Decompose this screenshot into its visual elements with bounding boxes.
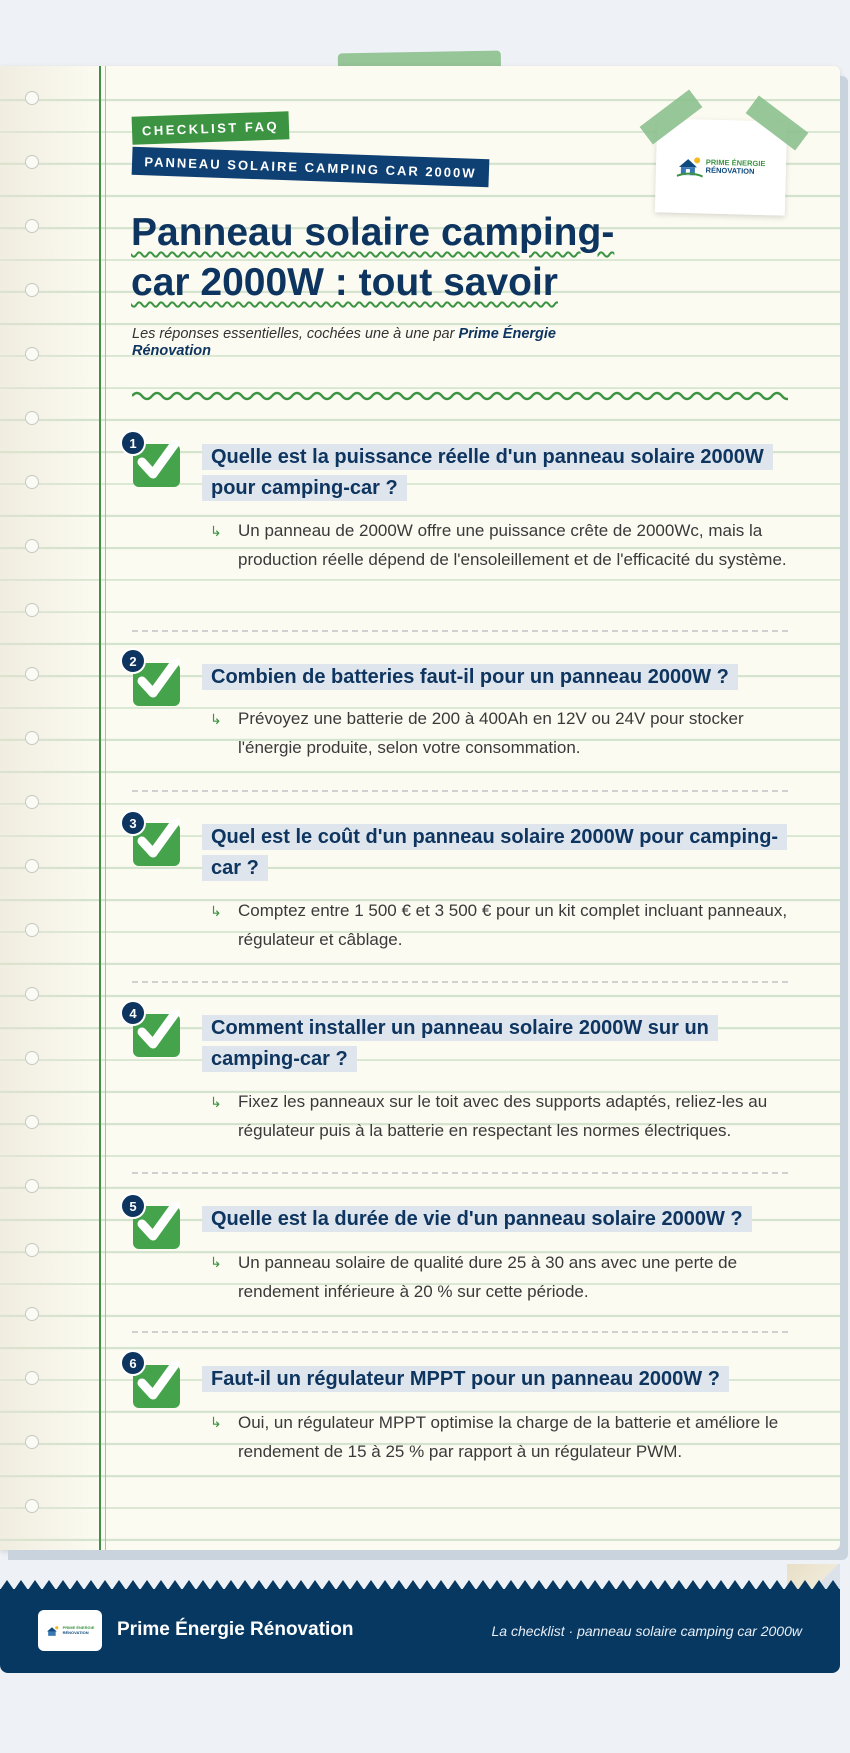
footer-tagline: La checklist · panneau solaire camping car 2000w [491, 1623, 802, 1639]
arrow-icon: ↳ [210, 903, 222, 919]
binder-hole [25, 859, 39, 873]
binder-hole [25, 667, 39, 681]
item-number: 3 [120, 810, 146, 836]
item-number: 4 [120, 1000, 146, 1026]
binder-hole [25, 155, 39, 169]
item-number: 6 [120, 1350, 146, 1376]
wavy-divider [132, 388, 788, 404]
binder-hole [25, 219, 39, 233]
binder-hole [25, 347, 39, 361]
binder-hole [25, 1371, 39, 1385]
faq-answer: Un panneau solaire de qualité dure 25 à 30 ans avec une perte de rendement inférieure à 20 % sur cette période. [238, 1253, 738, 1301]
faq-question [202, 1364, 802, 1395]
dashed-separator [132, 1172, 788, 1174]
faq-question [202, 662, 802, 693]
arrow-icon: ↳ [210, 523, 222, 539]
binder-hole [25, 731, 39, 745]
title-line2: car 2000W : tout savoir [131, 261, 558, 304]
faq-answer: Oui, un régulateur MPPT optimise la charge de la batterie et améliore le rendement de 15 à 25 % par rapport à un régulateur PWM. [238, 1413, 779, 1461]
arrow-icon: ↳ [210, 711, 222, 727]
binder-hole [25, 91, 39, 105]
binder-hole [25, 603, 39, 617]
page-title [131, 208, 631, 308]
faq-answer: Fixez les panneaux sur le toit avec des supports adaptés, reliez-les au régulateur puis à la batterie en respectant les normes électriques. [238, 1092, 768, 1140]
logo-card [655, 118, 787, 215]
arrow-icon: ↳ [210, 1094, 222, 1110]
footer-logo-line1: PRIME ÉNERGIE [62, 1625, 95, 1630]
binder-hole [25, 1307, 39, 1321]
question-text: Quelle est la durée de vie d'un panneau solaire 2000W ? [202, 1206, 752, 1232]
footer-logo-line2: RÉNOVATION [62, 1629, 89, 1635]
footer-brand: Prime Énergie Rénovation [117, 1619, 354, 1640]
binder-hole [25, 1179, 39, 1193]
question-text: Quelle est la puissance réelle d'un panneau solaire 2000W pour camping-car ? [202, 444, 773, 501]
logo-line1: PRIME ÉNERGIE [705, 157, 766, 169]
subtitle-brand: Prime Énergie Rénovation [132, 326, 556, 359]
checklist-tag: CHECKLIST FAQ [132, 111, 290, 144]
question-text: Faut-il un régulateur MPPT pour un panneau 2000W ? [202, 1366, 729, 1392]
brand-logo [676, 155, 765, 179]
item-number: 5 [120, 1193, 146, 1219]
house-solar-icon [676, 155, 703, 178]
binder-hole [25, 1499, 39, 1513]
faq-answer: Prévoyez une batterie de 200 à 400Ah en 12V ou 24V pour stocker l'énergie produite, selon votre consommation. [238, 709, 744, 757]
binder-hole [25, 987, 39, 1001]
binder-hole [25, 1051, 39, 1065]
binder-hole [25, 283, 39, 297]
item-number: 1 [120, 430, 146, 456]
faq-answer: Un panneau de 2000W offre une puissance crête de 2000Wc, mais la production réelle dépend de l'ensoleillement et de l'efficacité du système. [238, 521, 787, 569]
question-text: Comment installer un panneau solaire 2000W sur un camping-car ? [202, 1015, 718, 1072]
binder-hole [25, 1115, 39, 1129]
arrow-icon: ↳ [210, 1414, 222, 1430]
binder-hole [25, 923, 39, 937]
faq-question [202, 822, 802, 884]
title-line1: Panneau solaire camping- [131, 211, 615, 254]
binder-hole [25, 795, 39, 809]
question-text: Quel est le coût d'un panneau solaire 2000W pour camping-car ? [202, 824, 787, 881]
subtitle [132, 326, 612, 360]
dashed-separator [132, 630, 788, 632]
footer [0, 1589, 840, 1673]
question-text: Combien de batteries faut-il pour un panneau 2000W ? [202, 664, 738, 690]
house-solar-icon [46, 1625, 60, 1637]
margin-line-inner [105, 66, 106, 1550]
binder-hole [25, 475, 39, 489]
binder-hole [25, 1243, 39, 1257]
item-number: 2 [120, 648, 146, 674]
logo-line2: RÉNOVATION [705, 165, 755, 176]
faq-answer: Comptez entre 1 500 € et 3 500 € pour un kit complet incluant panneaux, régulateur et câblage. [238, 901, 788, 949]
footer-logo [38, 1610, 102, 1651]
dashed-separator [132, 981, 788, 983]
dashed-separator [132, 1331, 788, 1333]
margin-line [99, 66, 101, 1550]
binder-hole [25, 539, 39, 553]
faq-question [202, 1013, 802, 1075]
binder-hole [25, 411, 39, 425]
dashed-separator [132, 790, 788, 792]
topic-tag: PANNEAU SOLAIRE CAMPING CAR 2000W [132, 147, 490, 187]
arrow-icon: ↳ [210, 1254, 222, 1270]
subtitle-text: Les réponses essentielles, cochées une à une par [132, 326, 459, 342]
binder-hole [25, 1435, 39, 1449]
faq-question [202, 442, 802, 504]
faq-question [202, 1204, 802, 1235]
